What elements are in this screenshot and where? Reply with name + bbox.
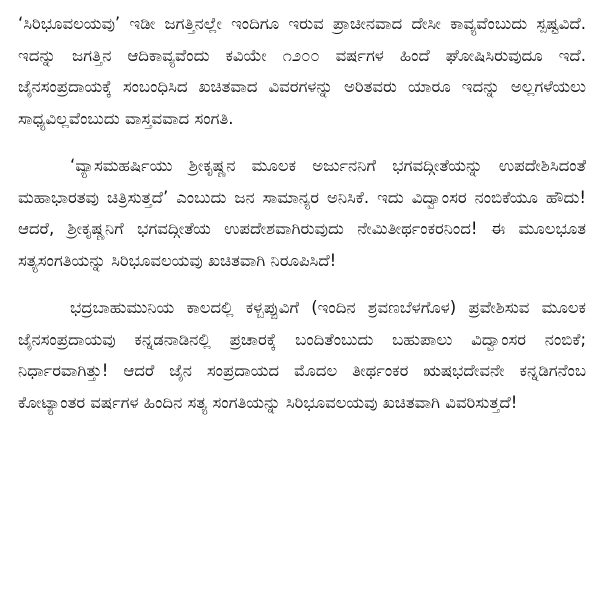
paragraph-3: ಭದ್ರಬಾಹುಮುನಿಯ ಕಾಲದಲ್ಲಿ ಕಳ್ಬಪ್ಪುವಿಗೆ (ಇಂದಿನ ಶ್ರವಣಬೆಳಗೊಳ) ಪ್ರವೇಶಿಸುವ ಮೂಲಕ ಜೈನಸಂಪ್ರದಾಯವು ಕನ್ನಡನಾಡಿನಲ್ಲಿ ಪ್ರಚಾರಕ್ಕೆ ಬಂದಿತೆಂಬುದು ಬಹುಪಾಲು ವಿದ್ವಾಂಸರ ನಂಬಿಕೆ; ನಿರ್ಧಾರವಾಗಿತ್ತು! ಆದರೆ ಜೈನ ಸಂಪ್ರದಾಯದ ಮೊದಲ ತೀರ್ಥಂಕರ ಋಷಭದೇವನೇ ಕನ್ನಡಿಗನೆಂಬ ಕೋಟ್ಯಾಂತರ ವರ್ಷಗಳ ಹಿಂದಿನ ಸತ್ಯ ಸಂಗತಿಯನ್ನು ಸಿರಿಭೂವಲಯವು ಖಚಿತವಾಗಿ ವಿವರಿಸುತ್ತದೆ! — [18, 298, 586, 412]
paragraph-2: ‘ವ್ಯಾಸಮಹರ್ಷಿಯು ಶ್ರೀಕೃಷ್ಣನ ಮೂಲಕ ಅರ್ಜುನನಿಗೆ ಭಗವದ್ಗೀತೆಯನ್ನು ಉಪದೇಶಿಸಿದಂತೆ ಮಹಾಭಾರತವು ಚಿತ್ರಿಸುತ್ತದೆ’ ಎಂಬುದು ಜನ ಸಾಮಾನ್ಯರ ಅನಿಸಿಕೆ. ಇದು ವಿದ್ವಾಂಸರ ನಂಬಿಕೆಯೂ ಹೌದು! ಆದರೆ, ಶ್ರೀಕೃಷ್ಣನಿಗೆ ಭಗವದ್ಗೀತೆಯ ಉಪದೇಶವಾಗಿರುವುದು ನೇಮಿತೀರ್ಥಂಕರನಿಂದ! ಈ ಮೂಲಭೂತ ಸತ್ಯಸಂಗತಿಯನ್ನು ಸಿರಿಭೂವಲಯವು ಖಚಿತವಾಗಿ ನಿರೂಪಿಸಿದೆ! — [18, 156, 586, 270]
paragraph-1: ‘ಸಿರಿಭೂವಲಯವು’ ಇಡೀ ಜಗತ್ತಿನಲ್ಲೇ ಇಂದಿಗೂ ಇರುವ ಪ್ರಾಚೀನವಾದ ದೇಸೀ ಕಾವ್ಯವೆಂಬುದು ಸ್ಪಷ್ಟವಿದೆ. ಇದನ್ನು ಜಗತ್ತಿನ ಆದಿಕಾವ್ಯವೆಂದು ಕವಿಯೇ ೧೨೦೦ ವರ್ಷಗಳ ಹಿಂದೆ ಘೋಷಿಸಿರುವುದೂ ಇದೆ. ಜೈನಸಂಪ್ರದಾಯಕ್ಕೆ ಸಂಬಂಧಿಸಿದ ಖಚಿತವಾದ ವಿವರಗಳನ್ನು ಅರಿತವರು ಯಾರೂ ಇದನ್ನು ಅಲ್ಲಗಳೆಯಲು ಸಾಧ್ಯವಿಲ್ಲವೆಂಬುದು ವಾಸ್ತವವಾದ ಸಂಗತಿ. — [18, 14, 586, 128]
